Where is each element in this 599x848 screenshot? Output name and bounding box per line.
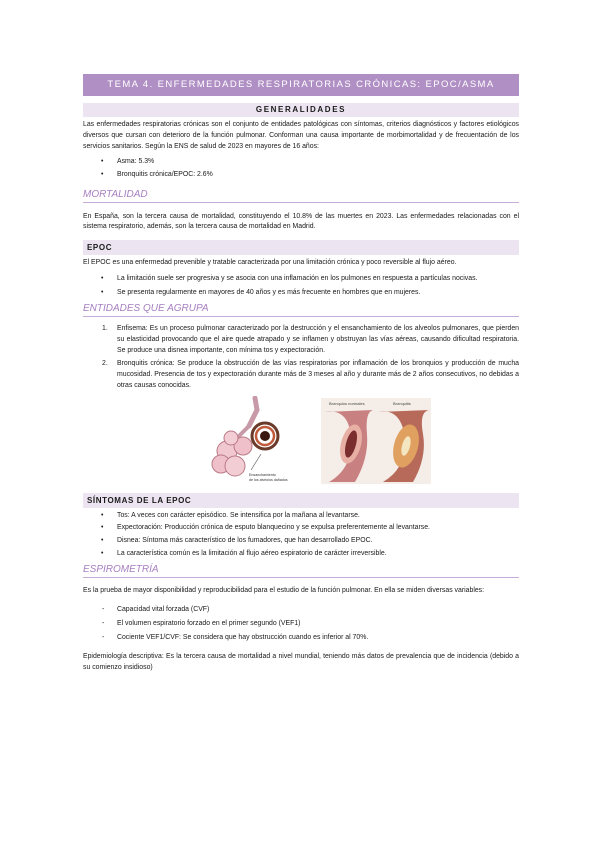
- epidemiologia-paragraph: Epidemiología descriptiva: Es la tercera causa de mortalidad a nivel mundial, teniendo más datos de prevalencia que de incidencia (debido a su comienzo insidioso): [83, 652, 519, 671]
- epoc-list: [83, 274, 519, 299]
- enfisema-caption-line1: Ensanchamiento: [249, 472, 276, 477]
- list-item: • La limitación suele ser progresiva y se asocia con una inflamación en los pulmones en respuesta a partículas nocivas.: [83, 274, 519, 285]
- list-item: • Expectoración: Producción crónica de esputo blanquecino y se expulsa preferentemente al levantarse.: [83, 523, 519, 534]
- list-text: Enfisema: Es un proceso pulmonar caracterizado por la destrucción y el ensanchamiento de los alveolos pulmonares, que pierden su elasticidad provocando que el aire quede atrapado y se inflamen y obstruyan las vías aéreas, causando dificultad respiratoria. Se produce una disnea importante, con mínima tos y expectoración.: [117, 325, 519, 354]
- figures: [83, 396, 519, 488]
- list-item: [83, 324, 519, 357]
- enfisema-illustration: [205, 396, 297, 488]
- list-item: [83, 359, 519, 392]
- list-item: • La característica común es la limitación al flujo aéreo espiratorio de carácter irreversible.: [83, 549, 519, 560]
- document-title: TEMA 4. ENFERMEDADES RESPIRATORIAS CRÓNICAS: EPOC/ASMA: [83, 74, 519, 96]
- mortalidad-heading: MORTALIDAD: [83, 189, 519, 203]
- bronquitis-illustration: [321, 398, 431, 484]
- list-item: - Capacidad vital forzada (CVF): [83, 605, 519, 616]
- label-bronquios-normales: Bronquios normales: [329, 400, 365, 406]
- list-item: - El volumen espiratorio forzado en el primer segundo (VEF1): [83, 619, 519, 630]
- enfisema-caption-line2: de los alvéolos dañados: [249, 477, 288, 482]
- entidades-list: [83, 324, 519, 391]
- list-number: 2.: [102, 359, 108, 367]
- mortalidad-paragraph: En España, son la tercera causa de mortalidad, constituyendo el 10.8% de las muertes en 2023. Las enfermedades relacionadas con el sistema respiratorio, además, son la tercera causa de mortalidad en Madrid.: [83, 212, 519, 231]
- entidades-heading: ENTIDADES QUE AGRUPA: [83, 303, 519, 317]
- generalidades-paragraph: Las enfermedades respiratorias crónicas son el conjunto de entidades patológicas con síntomas, criterios diagnósticos y factores etiológicos diversos que cursan con deterioro de la función pulmonar. Conforman una causa importante de morbimortalidad y de frecuentación de los servicios sanitarios. Según la ENS de salud de 2023 en mayores de 16 años:: [83, 121, 519, 150]
- sintomas-list: [83, 511, 519, 561]
- espirometria-heading: ESPIROMETRÍA: [83, 564, 519, 578]
- espirometria-list: [83, 605, 519, 644]
- generalidades-heading: GENERALIDADES: [83, 103, 519, 117]
- list-item: • Bronquitis crónica/EPOC: 2.6%: [83, 170, 519, 181]
- list-item: - Cociente VEF1/CVF: Se considera que hay obstrucción cuando es inferior al 70%.: [83, 633, 519, 644]
- espirometria-paragraph: Es la prueba de mayor disponibilidad y reproducibilidad para el estudio de la función pulmonar. En ella se miden diversas variables:: [83, 587, 485, 595]
- list-item: • Asma: 5.3%: [83, 157, 519, 168]
- label-bronquitis: Bronquitis: [393, 400, 411, 406]
- list-item: • Disnea: Síntoma más característico de los fumadores, que han desarrollado EPOC.: [83, 536, 519, 547]
- document-content: [83, 74, 519, 674]
- list-item: • Tos: A veces con carácter episódico. Se intensifica por la mañana al levantarse.: [83, 511, 519, 522]
- epoc-heading: EPOC: [83, 240, 519, 255]
- list-text: Bronquitis crónica: Se produce la obstrucción de las vías respiratorias por inflamación de los bronquios y producción de mucha mucosidad. Presencia de tos y expectoración durante más de 3 meses al año y durante más de 2 años consecutivos, no debidas a otras causas conocidas.: [117, 359, 519, 389]
- epoc-paragraph: El EPOC es una enfermedad prevenible y tratable caracterizada por una limitación crónica y poco reversible al flujo aéreo.: [83, 259, 457, 267]
- sintomas-heading: SÍNTOMAS DE LA EPOC: [83, 493, 519, 508]
- generalidades-list: [83, 157, 519, 181]
- list-number: 1.: [102, 325, 108, 333]
- list-item: • Se presenta regularmente en mayores de 40 años y es más frecuente en hombres que en mujeres.: [83, 288, 519, 299]
